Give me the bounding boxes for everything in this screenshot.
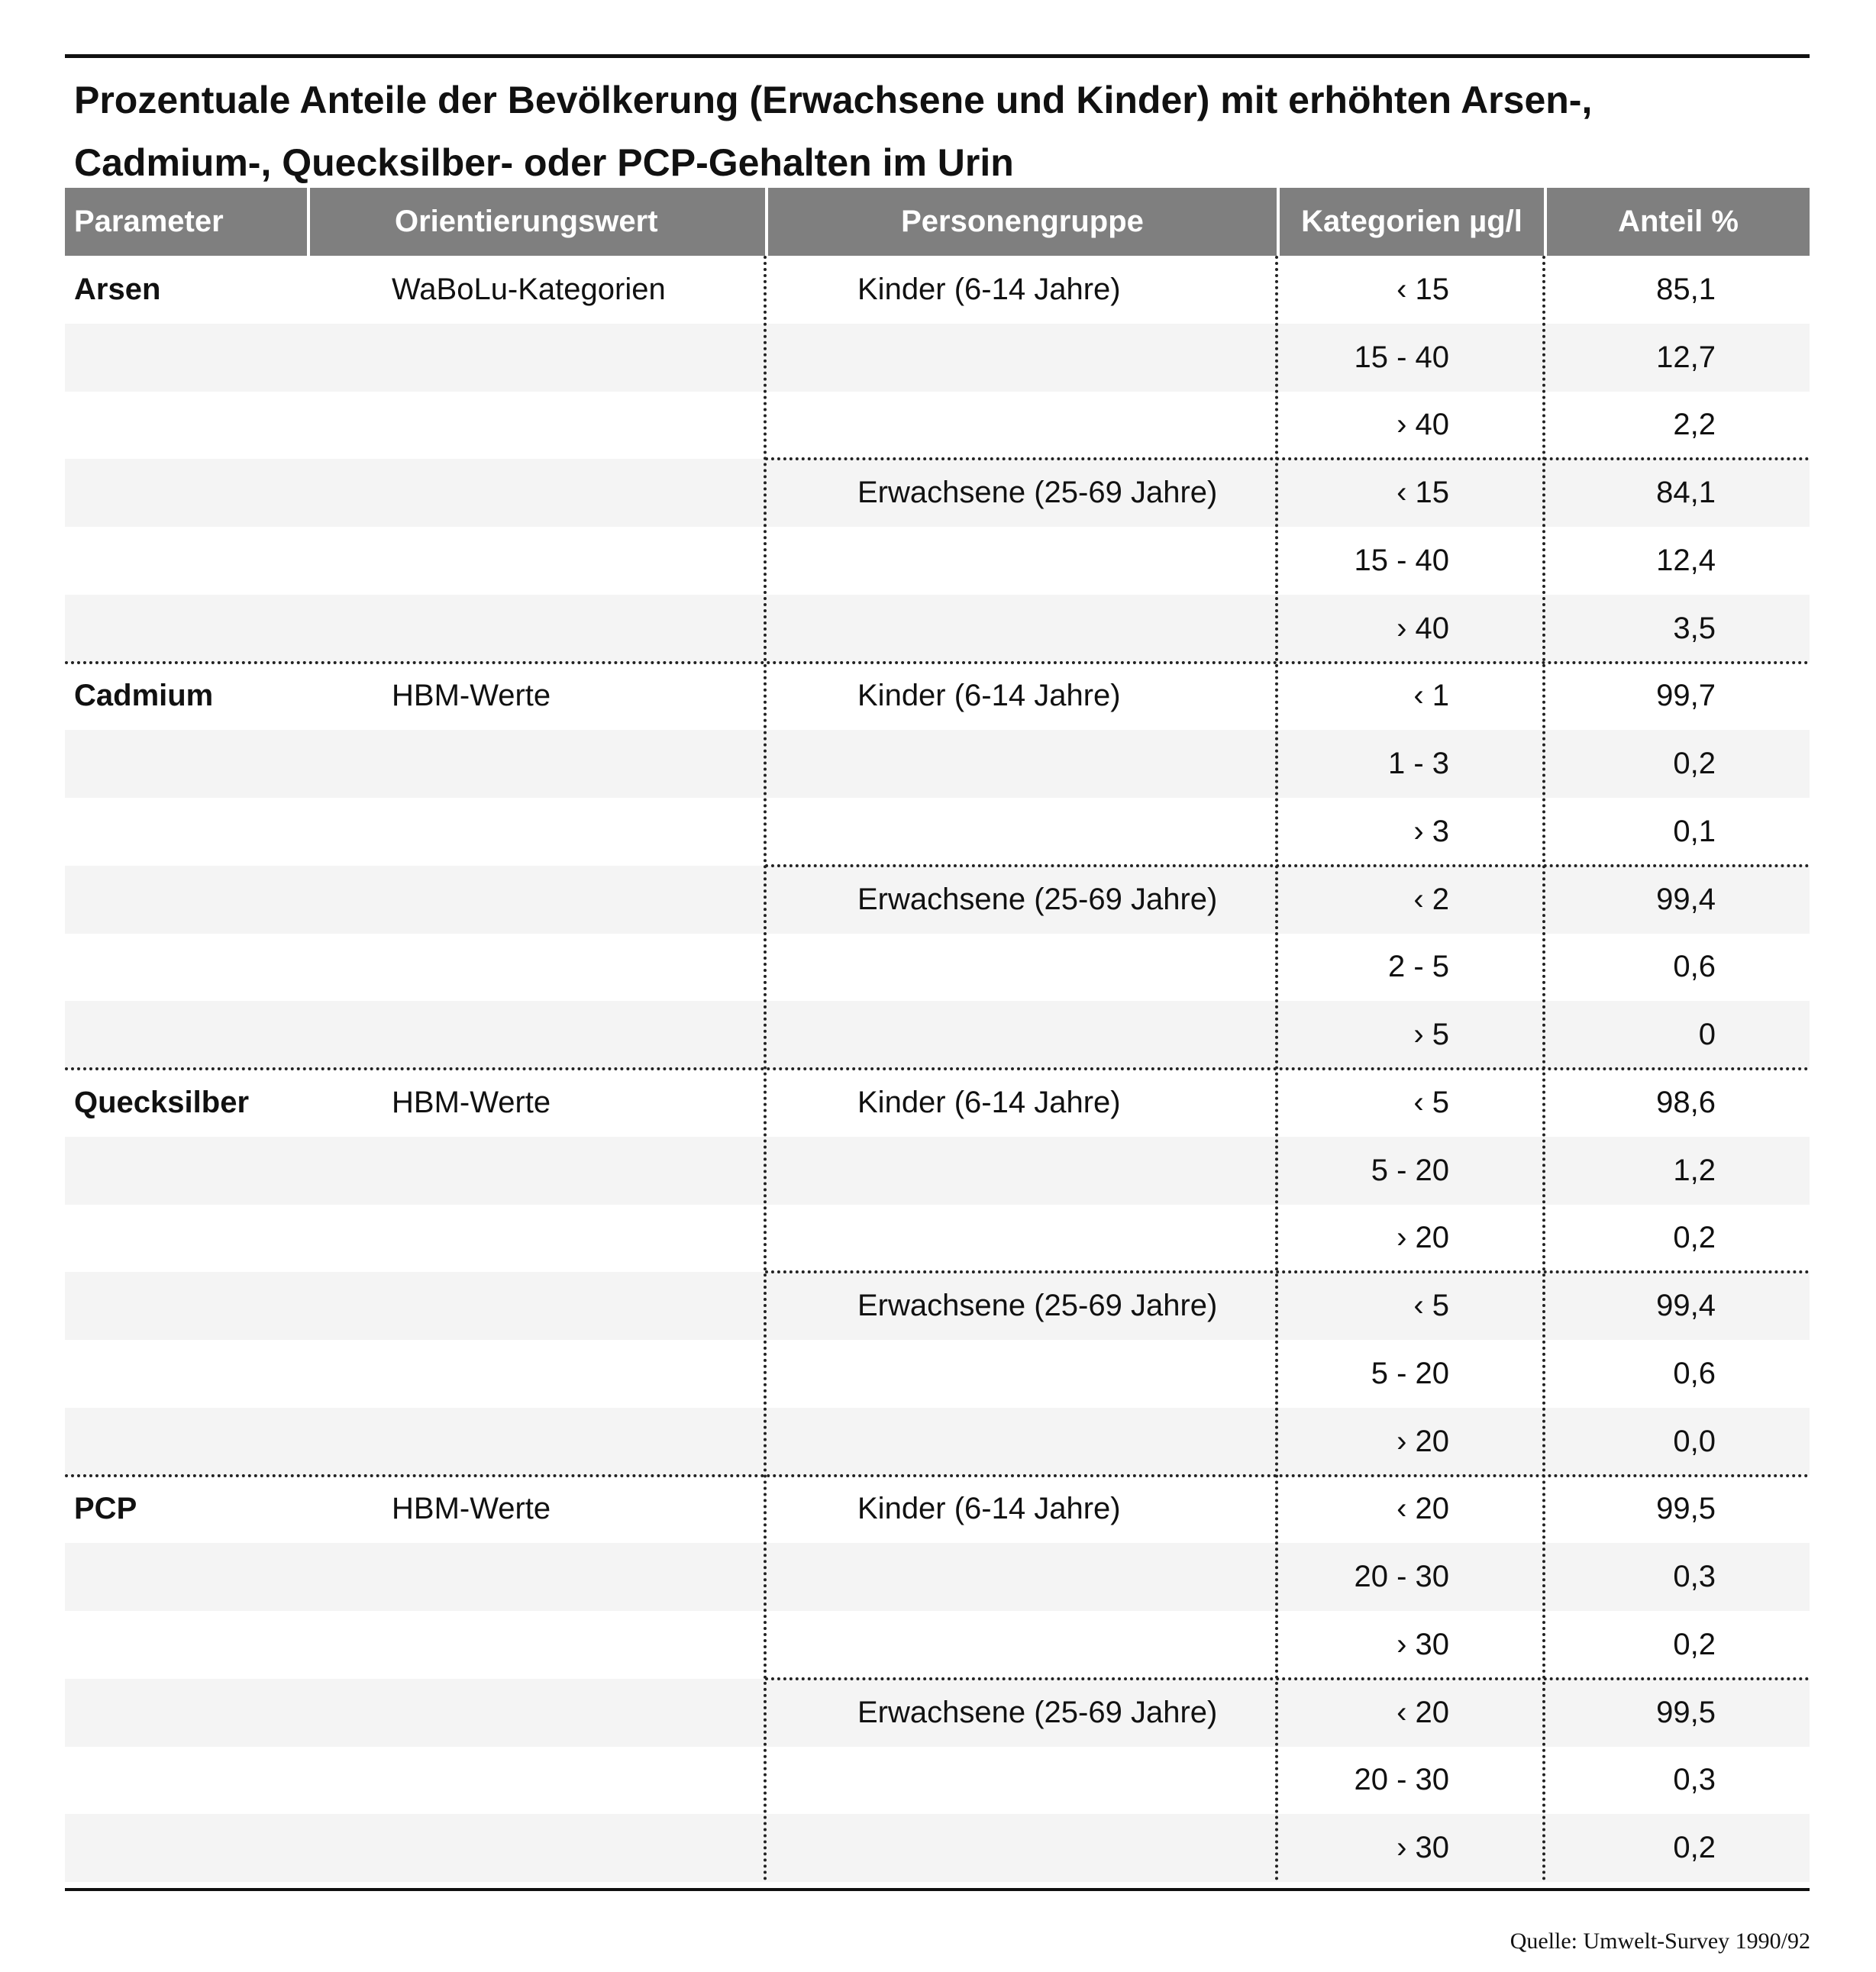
- cell-anteil: 99,4: [1656, 1289, 1716, 1323]
- cell-parameter: PCP: [74, 1492, 137, 1526]
- table-row: [65, 1408, 1810, 1476]
- table-row: [65, 1272, 1810, 1340]
- cell-anteil: 99,5: [1656, 1492, 1716, 1526]
- table-row: [65, 1001, 1810, 1069]
- cell-kategorie: ‹ 20: [1397, 1492, 1449, 1526]
- header-orientierungswert: Orientierungswert: [307, 188, 765, 256]
- header-anteil: Anteil %: [1544, 188, 1810, 256]
- cell-anteil: 3,5: [1673, 611, 1716, 645]
- cell-anteil: 0,2: [1673, 1221, 1716, 1255]
- cell-kategorie: › 3: [1413, 814, 1449, 848]
- cell-anteil: 12,4: [1656, 543, 1716, 577]
- cell-anteil: 0,6: [1673, 1356, 1716, 1390]
- table-header: [65, 188, 1810, 256]
- cell-kategorie: ‹ 15: [1397, 272, 1449, 306]
- cell-kategorie: 5 - 20: [1371, 1356, 1449, 1390]
- cell-kategorie: 15 - 40: [1354, 340, 1449, 374]
- cell-anteil: 0,6: [1673, 950, 1716, 984]
- subgroup-divider: [765, 864, 1810, 867]
- cell-personengruppe: Erwachsene (25-69 Jahre): [857, 1695, 1218, 1729]
- cell-anteil: 0,2: [1673, 1831, 1716, 1865]
- bottom-rule: [65, 1888, 1810, 1891]
- table-body: [65, 256, 1810, 1882]
- cell-anteil: 0,0: [1673, 1424, 1716, 1458]
- cell-anteil: 85,1: [1656, 272, 1716, 306]
- cell-kategorie: › 20: [1397, 1221, 1449, 1255]
- cell-anteil: 0: [1698, 1018, 1716, 1052]
- cell-orientierungswert: HBM-Werte: [392, 679, 551, 713]
- cell-parameter: Quecksilber: [74, 1085, 250, 1119]
- cell-anteil: 0,3: [1673, 1763, 1716, 1797]
- cell-kategorie: ‹ 5: [1413, 1289, 1449, 1323]
- table-row: [65, 1205, 1810, 1273]
- table-row: [65, 1747, 1810, 1815]
- cell-anteil: 1,2: [1673, 1153, 1716, 1187]
- cell-personengruppe: Kinder (6-14 Jahre): [857, 1492, 1121, 1526]
- cell-anteil: 0,2: [1673, 1627, 1716, 1661]
- cell-orientierungswert: HBM-Werte: [392, 1492, 551, 1526]
- cell-orientierungswert: WaBoLu-Kategorien: [392, 272, 666, 306]
- cell-kategorie: 2 - 5: [1387, 950, 1449, 984]
- cell-kategorie: › 30: [1397, 1627, 1449, 1661]
- cell-personengruppe: Erwachsene (25-69 Jahre): [857, 1289, 1218, 1323]
- cell-anteil: 84,1: [1656, 476, 1716, 510]
- cell-kategorie: 15 - 40: [1354, 543, 1449, 577]
- cell-anteil: 0,2: [1673, 747, 1716, 781]
- cell-kategorie: ‹ 2: [1413, 882, 1449, 916]
- table-row: [65, 324, 1810, 392]
- cell-kategorie: › 40: [1397, 408, 1449, 442]
- table-row: [65, 1679, 1810, 1747]
- cell-anteil: 0,3: [1673, 1560, 1716, 1594]
- cell-kategorie: 20 - 30: [1354, 1763, 1449, 1797]
- group-divider: [65, 1067, 1810, 1070]
- cell-kategorie: ‹ 1: [1413, 679, 1449, 713]
- table-row: [65, 459, 1810, 527]
- table-row: [65, 1476, 1810, 1544]
- cell-kategorie: 5 - 20: [1371, 1153, 1449, 1187]
- cell-personengruppe: Kinder (6-14 Jahre): [857, 679, 1121, 713]
- title-line-1: Prozentuale Anteile der Bevölkerung (Erwachsene und Kinder) mit erhöhten Arsen-,: [74, 79, 1593, 121]
- cell-anteil: 99,5: [1656, 1695, 1716, 1729]
- table-row: [65, 256, 1810, 324]
- table-row: [65, 1069, 1810, 1137]
- group-divider: [65, 1474, 1810, 1477]
- data-table: [65, 188, 1810, 1882]
- cell-anteil: 0,1: [1673, 814, 1716, 848]
- cell-kategorie: › 30: [1397, 1831, 1449, 1865]
- table-row: [65, 1340, 1810, 1408]
- cell-kategorie: 1 - 3: [1387, 747, 1449, 781]
- cell-anteil: 99,4: [1656, 882, 1716, 916]
- cell-personengruppe: Erwachsene (25-69 Jahre): [857, 882, 1218, 916]
- cell-kategorie: ‹ 20: [1397, 1695, 1449, 1729]
- cell-kategorie: › 20: [1397, 1424, 1449, 1458]
- table-row: [65, 730, 1810, 798]
- subgroup-divider: [765, 1270, 1810, 1273]
- table-row: [65, 1611, 1810, 1679]
- table-row: [65, 866, 1810, 934]
- table-row: [65, 1814, 1810, 1882]
- cell-kategorie: › 40: [1397, 611, 1449, 645]
- cell-kategorie: › 5: [1413, 1018, 1449, 1052]
- top-rule: [65, 54, 1810, 58]
- title-line-2: Cadmium-, Quecksilber- oder PCP-Gehalten im Urin: [74, 141, 1014, 184]
- cell-kategorie: 20 - 30: [1354, 1560, 1449, 1594]
- cell-orientierungswert: HBM-Werte: [392, 1085, 551, 1119]
- header-personengruppe: Personengruppe: [765, 188, 1277, 256]
- header-kategorien: Kategorien µg/l: [1277, 188, 1544, 256]
- table-title: [74, 69, 1800, 194]
- cell-kategorie: ‹ 15: [1397, 476, 1449, 510]
- cell-personengruppe: Kinder (6-14 Jahre): [857, 272, 1121, 306]
- cell-personengruppe: Erwachsene (25-69 Jahre): [857, 476, 1218, 510]
- table-row: [65, 392, 1810, 460]
- group-divider: [65, 661, 1810, 664]
- table-row: [65, 798, 1810, 866]
- cell-parameter: Arsen: [74, 272, 161, 306]
- cell-kategorie: ‹ 5: [1413, 1085, 1449, 1119]
- table-row: [65, 663, 1810, 731]
- cell-anteil: 98,6: [1656, 1085, 1716, 1119]
- subgroup-divider: [765, 1677, 1810, 1680]
- source-note: Quelle: Umwelt-Survey 1990/92: [1510, 1928, 1810, 1954]
- table-row: [65, 934, 1810, 1002]
- table-row: [65, 527, 1810, 595]
- table-row: [65, 1137, 1810, 1205]
- cell-personengruppe: Kinder (6-14 Jahre): [857, 1085, 1121, 1119]
- subgroup-divider: [765, 457, 1810, 460]
- cell-parameter: Cadmium: [74, 679, 214, 713]
- cell-anteil: 2,2: [1673, 408, 1716, 442]
- cell-anteil: 12,7: [1656, 340, 1716, 374]
- table-row: [65, 595, 1810, 663]
- header-parameter: Parameter: [74, 205, 224, 238]
- cell-anteil: 99,7: [1656, 679, 1716, 713]
- table-row: [65, 1543, 1810, 1611]
